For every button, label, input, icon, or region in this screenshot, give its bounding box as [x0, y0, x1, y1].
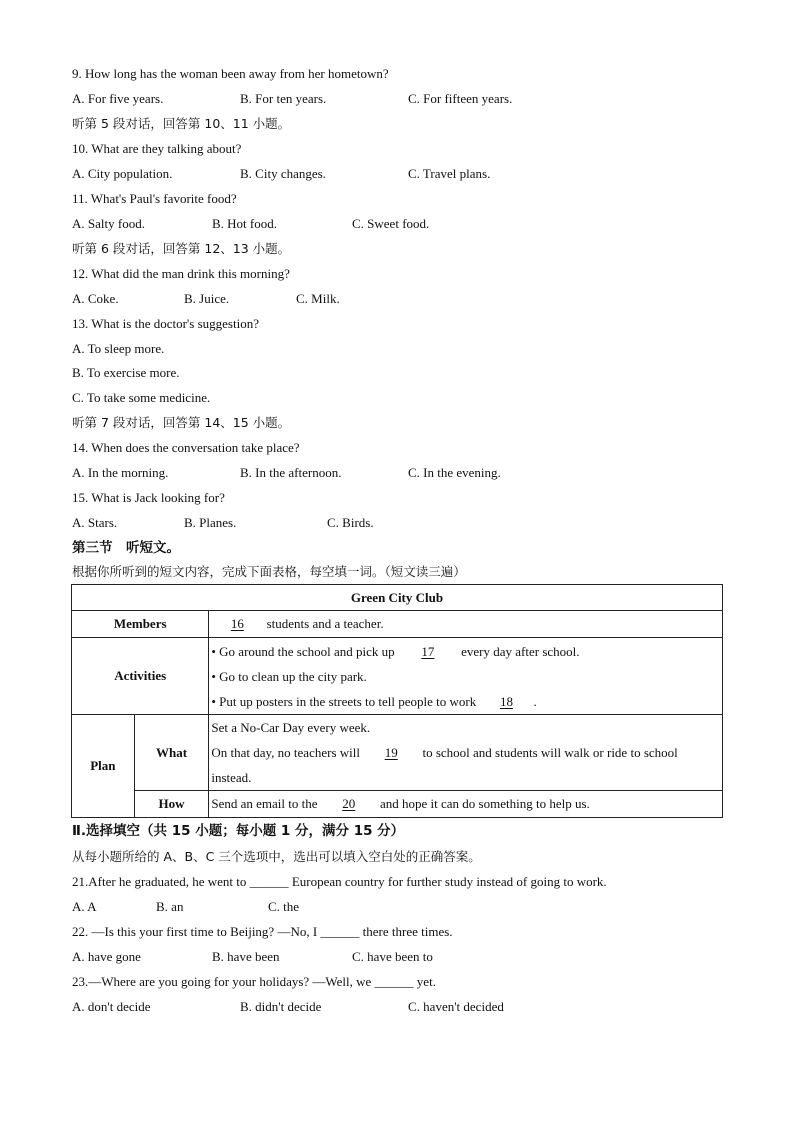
- option-21a: A. A: [72, 899, 97, 914]
- blank-19[interactable]: 19: [384, 745, 398, 760]
- what-line-1: Set a No-Car Day every week.: [211, 720, 371, 735]
- question-22: 22. —Is this your first time to Beijing? —No, I ______ there three times.: [72, 924, 453, 939]
- option-22a: A. have gone: [72, 949, 141, 964]
- question-11: 11. What's Paul's favorite food?: [72, 191, 237, 206]
- option-23a: A. don't decide: [72, 999, 151, 1014]
- option-14a: A. In the morning.: [72, 465, 169, 480]
- how-post: and hope it can do something to help us.: [380, 796, 590, 811]
- option-10b: B. City changes.: [240, 166, 326, 181]
- what-line-2-pre: On that day, no teachers will: [211, 745, 360, 760]
- activity-3-post: .: [533, 693, 537, 709]
- option-11a: A. Salty food.: [72, 216, 145, 231]
- option-11b: B. Hot food.: [212, 216, 277, 231]
- plan-label: Plan: [72, 715, 135, 818]
- blank-17[interactable]: 17: [421, 643, 435, 659]
- option-11c: C. Sweet food.: [352, 216, 430, 231]
- option-14b: B. In the afternoon.: [240, 465, 342, 480]
- option-23c: C. haven't decided: [408, 999, 504, 1014]
- how-label: How: [134, 791, 209, 818]
- option-15c: C. Birds.: [327, 515, 374, 530]
- activity-1-post: every day after school.: [461, 643, 580, 659]
- part-2-instruction: 从每小题所给的 A、B、C 三个选项中，选出可以填入空白处的正确答案。: [72, 849, 481, 864]
- how-cell: [209, 791, 723, 818]
- option-12a: A. Coke.: [72, 291, 119, 306]
- question-23: 23.—Where are you going for your holidays? —Well, we ______ yet.: [72, 974, 436, 989]
- part-3-instruction: 根据你所听到的短文内容，完成下面表格，每空填一词。（短文读三遍）: [72, 564, 466, 579]
- green-city-club-table: [71, 584, 723, 818]
- option-9b: B. For ten years.: [240, 91, 327, 106]
- activities-cell: [209, 638, 723, 715]
- option-22b: B. have been: [212, 949, 280, 964]
- members-label: Members: [72, 611, 209, 638]
- option-9a: A. For five years.: [72, 91, 164, 106]
- option-14c: C. In the evening.: [408, 465, 501, 480]
- option-12b: B. Juice.: [184, 291, 230, 306]
- question-10: 10. What are they talking about?: [72, 141, 242, 156]
- blank-16[interactable]: 16: [230, 616, 244, 631]
- members-cell: [209, 611, 723, 638]
- question-21: 21.After he graduated, he went to ______ European country for further study instead of going to work.: [72, 874, 607, 889]
- option-10c: C. Travel plans.: [408, 166, 491, 181]
- question-15: 15. What is Jack looking for?: [72, 490, 225, 505]
- option-10a: A. City population.: [72, 166, 173, 181]
- section-5-instruction: 听第 5 段对话，回答第 10、11 小题。: [72, 116, 291, 131]
- option-13c: C. To take some medicine.: [72, 390, 211, 405]
- question-13: 13. What is the doctor's suggestion?: [72, 316, 259, 331]
- part-3-title: 第三节 听短文。: [72, 540, 180, 556]
- option-13a: A. To sleep more.: [72, 341, 165, 356]
- question-9: 9. How long has the woman been away from her hometown?: [72, 66, 389, 81]
- members-text: students and a teacher.: [266, 616, 384, 631]
- activity-3: [211, 689, 720, 714]
- what-line-2: [211, 740, 720, 765]
- option-9c: C. For fifteen years.: [408, 91, 513, 106]
- option-21b: B. an: [156, 899, 184, 914]
- what-line-2-post: to school and students will walk or ride to school: [422, 745, 678, 760]
- section-7-instruction: 听第 7 段对话，回答第 14、15 小题。: [72, 415, 291, 430]
- what-cell: [209, 715, 723, 791]
- activities-label: Activities: [72, 638, 209, 715]
- option-12c: C. Milk.: [296, 291, 340, 306]
- section-6-instruction: 听第 6 段对话，回答第 12、13 小题。: [72, 241, 291, 256]
- how-pre: Send an email to the: [211, 796, 318, 811]
- option-22c: C. have been to: [352, 949, 433, 964]
- what-label: What: [134, 715, 209, 791]
- activity-3-text: • Put up posters in the streets to tell people to work: [211, 693, 477, 709]
- activity-2: • Go to clean up the city park.: [211, 668, 367, 684]
- option-15a: A. Stars.: [72, 515, 118, 530]
- blank-20[interactable]: 20: [342, 796, 356, 811]
- table-title: Green City Club: [72, 585, 723, 611]
- option-23b: B. didn't decide: [240, 999, 322, 1014]
- activity-1: [211, 639, 720, 664]
- part-2-title: Ⅱ.选择填空（共 15 小题；每小题 1 分，满分 15 分）: [72, 823, 405, 839]
- question-12: 12. What did the man drink this morning?: [72, 266, 290, 281]
- option-15b: B. Planes.: [184, 515, 237, 530]
- what-line-3: instead.: [211, 770, 252, 785]
- blank-18[interactable]: 18: [499, 693, 513, 709]
- question-14: 14. When does the conversation take place?: [72, 440, 300, 455]
- option-21c: C. the: [268, 899, 300, 914]
- option-13b: B. To exercise more.: [72, 365, 180, 380]
- activity-1-text: • Go around the school and pick up: [211, 643, 395, 659]
